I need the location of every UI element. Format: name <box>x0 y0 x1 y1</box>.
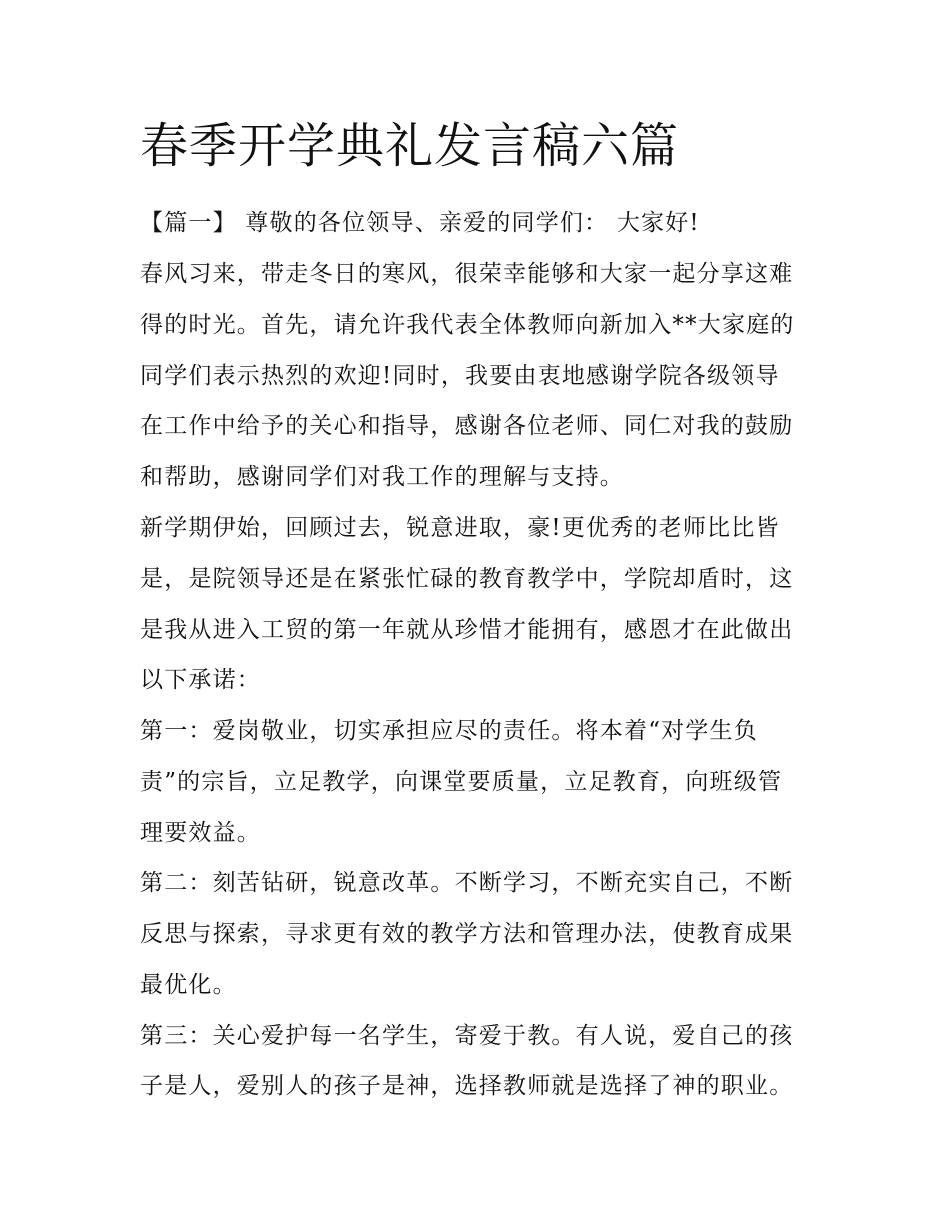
paragraph-line-5: 在工作中给予的关心和指导，感谢各位老师、同仁对我的鼓励 <box>140 413 794 439</box>
paragraph-line-10: 以下承诺： <box>140 667 261 693</box>
paragraph-line-12: 责”的宗旨，立足教学，向课堂要质量，立足教育，向班级管 <box>140 769 783 795</box>
paragraph-line-8: 是，是院领导还是在紧张忙碌的教育教学中，学院却盾时，这 <box>140 566 794 592</box>
document-title: 春季开学典礼发言稿六篇 <box>140 118 680 174</box>
paragraph-line-7: 新学期伊始，回顾过去，锐意进取，豪!更优秀的老师比比皆 <box>140 515 780 541</box>
paragraph-line-17: 第三：关心爱护每一名学生，寄爱于教。有人说，爱自己的孩 <box>140 1023 794 1049</box>
paragraph-line-9: 是我从进入工贸的第一年就从珍惜才能拥有，感恩才在此做出 <box>140 617 794 643</box>
paragraph-line-4: 同学们表示热烈的欢迎!同时，我要由衷地感谢学院各级领导 <box>140 363 780 389</box>
paragraph-line-6: 和帮助，感谢同学们对我工作的理解与支持。 <box>140 464 624 490</box>
paragraph-line-16: 最优化。 <box>140 972 237 998</box>
paragraph-line-2: 春风习来，带走冬日的寒风，很荣幸能够和大家一起分享这难 <box>140 261 794 287</box>
paragraph-line-1: 【篇一】 尊敬的各位领导、亲爱的同学们： 大家好! <box>140 210 700 236</box>
paragraph-line-13: 理要效益。 <box>140 820 261 846</box>
paragraph-line-11: 第一：爱岗敬业，切实承担应尽的责任。将本着“对学生负 <box>140 718 758 744</box>
paragraph-line-3: 得的时光。首先，请允许我代表全体教师向新加入**大家庭的 <box>140 312 795 338</box>
paragraph-line-15: 反思与探索，寻求更有效的教学方法和管理办法，使教育成果 <box>140 921 794 947</box>
paragraph-line-14: 第二：刻苦钻研，锐意改革。不断学习，不断充实自己，不断 <box>140 870 794 896</box>
paragraph-line-18: 子是人，爱别人的孩子是神，选择教师就是选择了神的职业。 <box>140 1073 794 1099</box>
